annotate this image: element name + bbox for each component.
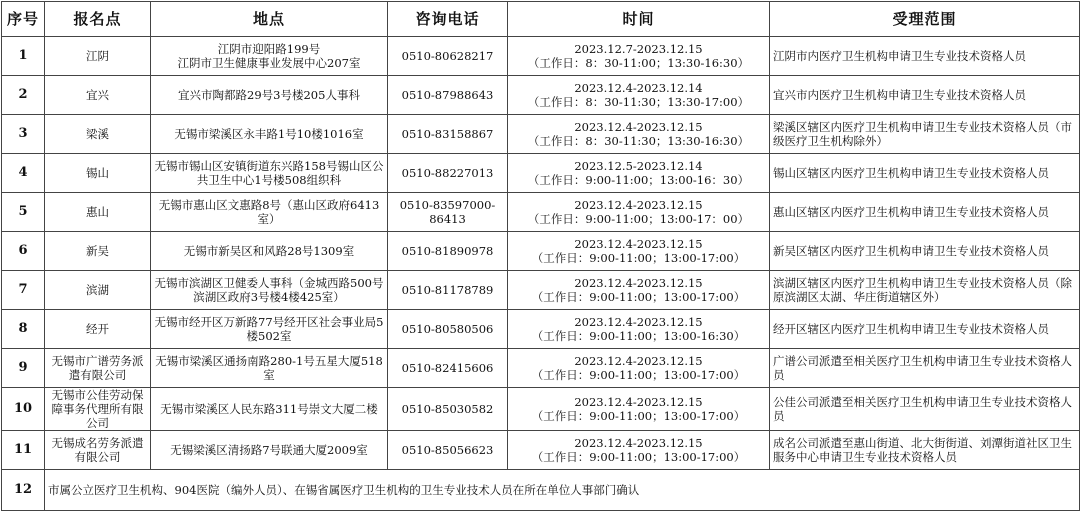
row-phone: 0510-88227013 (388, 154, 508, 193)
row-site: 新吴 (45, 232, 151, 271)
table-body (2, 37, 1080, 511)
row-address: 无锡市经开区万新路77号经开区社会事业局5楼502室 (151, 310, 388, 349)
row-scope: 成名公司派遣至惠山街道、北大街街道、刘潭街道社区卫生服务中心申请卫生专业技术资格人员 (770, 431, 1080, 470)
row-phone: 0510-81178789 (388, 271, 508, 310)
row-date-range: 2023.12.5-2023.12.14 (574, 159, 703, 173)
table-footer-row (2, 470, 1080, 511)
row-index: 4 (2, 154, 45, 193)
row-index: 6 (2, 232, 45, 271)
footer-index: 12 (2, 470, 45, 511)
row-time (508, 37, 770, 76)
row-working-hours: （工作日：9:00-11:00；13:00-17:00） (531, 409, 746, 423)
row-scope: 公佳公司派遣至相关医疗卫生机构申请卫生专业技术资格人员 (770, 388, 1080, 431)
row-date-range: 2023.12.4-2023.12.15 (574, 395, 703, 409)
header-site: 报名点 (45, 2, 151, 37)
row-index: 1 (2, 37, 45, 76)
row-address: 无锡市梁溪区通扬南路280-1号五星大厦518室 (151, 349, 388, 388)
table-row (2, 310, 1080, 349)
row-time (508, 388, 770, 431)
table-row (2, 431, 1080, 470)
row-site: 滨湖 (45, 271, 151, 310)
row-time (508, 310, 770, 349)
table-row (2, 232, 1080, 271)
row-site: 经开 (45, 310, 151, 349)
row-site: 无锡成名劳务派遣有限公司 (45, 431, 151, 470)
row-index: 5 (2, 193, 45, 232)
row-time (508, 76, 770, 115)
table-row (2, 154, 1080, 193)
row-site: 江阴 (45, 37, 151, 76)
row-address: 无锡市梁溪区人民东路311号崇文大厦二楼 (151, 388, 388, 431)
header-time: 时间 (508, 2, 770, 37)
row-date-range: 2023.12.4-2023.12.15 (574, 276, 703, 290)
footer-note: 市属公立医疗卫生机构、904医院（编外人员）、在锡省属医疗卫生机构的卫生专业技术人员在所在单位人事部门确认 (45, 470, 1080, 511)
row-scope: 滨湖区辖区内医疗卫生机构申请卫生专业技术资格人员（除原滨湖区太湖、华庄街道辖区外） (770, 271, 1080, 310)
row-phone: 0510-81890978 (388, 232, 508, 271)
table-row (2, 115, 1080, 154)
row-time (508, 115, 770, 154)
row-time (508, 349, 770, 388)
row-scope: 宜兴市内医疗卫生机构申请卫生专业技术资格人员 (770, 76, 1080, 115)
row-address: 无锡市滨湖区卫健委人事科（金城西路500号滨湖区政府3号楼4楼425室） (151, 271, 388, 310)
row-date-range: 2023.12.7-2023.12.15 (574, 42, 703, 56)
row-scope: 惠山区辖区内医疗卫生机构申请卫生专业技术资格人员 (770, 193, 1080, 232)
row-scope: 锡山区辖区内医疗卫生机构申请卫生专业技术资格人员 (770, 154, 1080, 193)
row-index: 9 (2, 349, 45, 388)
table-row (2, 271, 1080, 310)
row-working-hours: （工作日：9:00-11:00；13:00-17:00） (531, 251, 746, 265)
row-scope: 广谱公司派遣至相关医疗卫生机构申请卫生专业技术资格人员 (770, 349, 1080, 388)
row-date-range: 2023.12.4-2023.12.15 (574, 120, 703, 134)
row-site: 无锡市广谱劳务派遣有限公司 (45, 349, 151, 388)
header-index: 序号 (2, 2, 45, 37)
row-phone: 0510-87988643 (388, 76, 508, 115)
row-address: 无锡市梁溪区永丰路1号10楼1016室 (151, 115, 388, 154)
row-site: 宜兴 (45, 76, 151, 115)
row-time (508, 271, 770, 310)
row-site: 无锡市公佳劳动保障事务代理所有限公司 (45, 388, 151, 431)
row-address: 无锡市锡山区安镇街道东兴路158号锡山区公共卫生中心1号楼508组织科 (151, 154, 388, 193)
table-row (2, 76, 1080, 115)
registration-table (1, 1, 1080, 511)
row-phone: 0510-83597000-86413 (388, 193, 508, 232)
row-working-hours: （工作日：8：30-11:00；13:30-16:30） (527, 56, 750, 70)
row-phone: 0510-80628217 (388, 37, 508, 76)
header-phone: 咨询电话 (388, 2, 508, 37)
table-row (2, 349, 1080, 388)
row-working-hours: （工作日：9:00-11:00；13:00-17：00） (527, 212, 750, 226)
row-time (508, 431, 770, 470)
row-time (508, 154, 770, 193)
row-phone: 0510-83158867 (388, 115, 508, 154)
row-scope: 新吴区辖区内医疗卫生机构申请卫生专业技术资格人员 (770, 232, 1080, 271)
row-working-hours: （工作日：8：30-11:30；13:30-16:30） (527, 134, 750, 148)
row-working-hours: （工作日：8：30-11:30；13:30-17:00） (527, 95, 750, 109)
row-index: 10 (2, 388, 45, 431)
row-phone: 0510-85030582 (388, 388, 508, 431)
row-index: 2 (2, 76, 45, 115)
row-working-hours: （工作日：9:00-11:00；13:00-17:00） (531, 450, 746, 464)
row-date-range: 2023.12.4-2023.12.15 (574, 315, 703, 329)
row-address: 无锡市新吴区和风路28号1309室 (151, 232, 388, 271)
row-working-hours: （工作日：9:00-11:00；13:00-16:30） (531, 329, 746, 343)
table-header-row (2, 2, 1080, 37)
header-address: 地点 (151, 2, 388, 37)
row-scope: 江阴市内医疗卫生机构申请卫生专业技术资格人员 (770, 37, 1080, 76)
row-index: 11 (2, 431, 45, 470)
row-site: 惠山 (45, 193, 151, 232)
row-working-hours: （工作日：9:00-11:00；13:00-17:00） (531, 368, 746, 382)
row-address: 无锡市惠山区文惠路8号（惠山区政府6413室） (151, 193, 388, 232)
header-scope: 受理范围 (770, 2, 1080, 37)
row-address: 江阴市迎阳路199号 江阴市卫生健康事业发展中心207室 (151, 37, 388, 76)
row-site: 梁溪 (45, 115, 151, 154)
row-phone: 0510-85056623 (388, 431, 508, 470)
row-address: 无锡梁溪区清扬路7号联通大厦2009室 (151, 431, 388, 470)
row-working-hours: （工作日：9:00-11:00；13:00-16：30） (527, 173, 750, 187)
table-row (2, 193, 1080, 232)
row-address: 宜兴市陶都路29号3号楼205人事科 (151, 76, 388, 115)
row-date-range: 2023.12.4-2023.12.15 (574, 198, 703, 212)
row-date-range: 2023.12.4-2023.12.15 (574, 354, 703, 368)
table-row (2, 37, 1080, 76)
row-site: 锡山 (45, 154, 151, 193)
row-index: 3 (2, 115, 45, 154)
row-scope: 梁溪区辖区内医疗卫生机构申请卫生专业技术资格人员（市级医疗卫生机构除外） (770, 115, 1080, 154)
row-index: 8 (2, 310, 45, 349)
row-working-hours: （工作日：9:00-11:00；13:00-17:00） (531, 290, 746, 304)
table-row (2, 388, 1080, 431)
row-date-range: 2023.12.4-2023.12.15 (574, 436, 703, 450)
row-index: 7 (2, 271, 45, 310)
row-date-range: 2023.12.4-2023.12.15 (574, 237, 703, 251)
row-scope: 经开区辖区内医疗卫生机构申请卫生专业技术资格人员 (770, 310, 1080, 349)
row-phone: 0510-80580506 (388, 310, 508, 349)
row-date-range: 2023.12.4-2023.12.14 (574, 81, 703, 95)
row-time (508, 232, 770, 271)
row-time (508, 193, 770, 232)
row-phone: 0510-82415606 (388, 349, 508, 388)
